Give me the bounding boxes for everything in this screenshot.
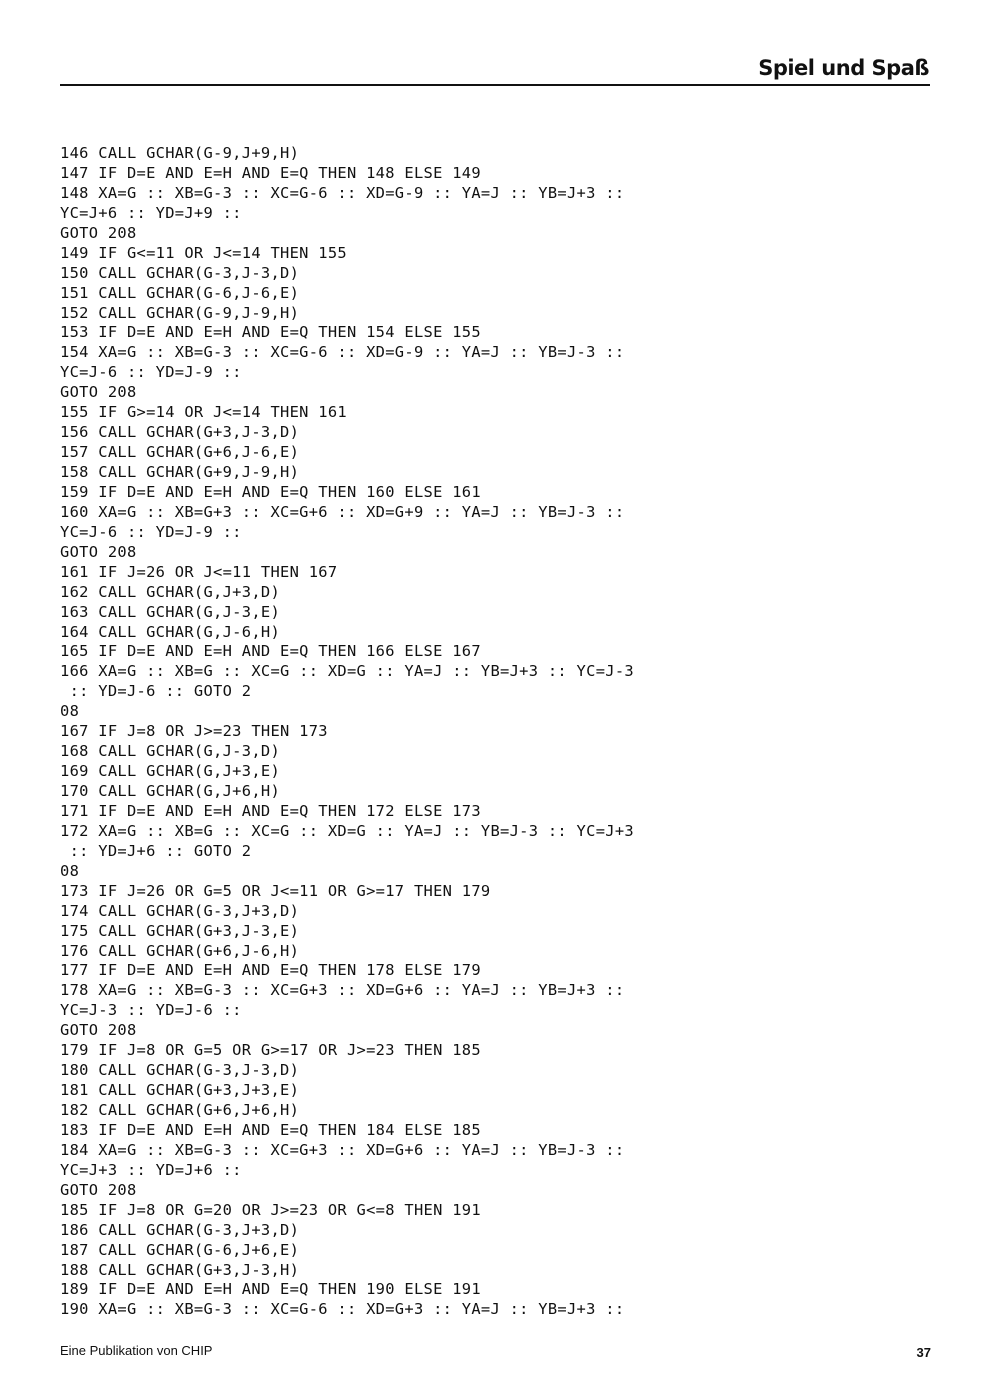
code-line: 152 CALL GCHAR(G-9,J-9,H) <box>60 303 300 322</box>
code-line: 165 IF D=E AND E=H AND E=Q THEN 166 ELSE 167 <box>60 642 481 661</box>
code-line: 154 XA=G :: XB=G-3 :: XC=G-6 :: XD=G-9 :: YA=J :: YB=J-3 :: <box>60 343 625 362</box>
code-line: YC=J-3 :: YD=J-6 :: <box>60 1001 242 1020</box>
code-line: 168 CALL GCHAR(G,J-3,D) <box>60 742 281 761</box>
page-number: 37 <box>916 1345 931 1360</box>
code-line: GOTO 208 <box>60 542 137 561</box>
code-line: 173 IF J=26 OR G=5 OR J<=11 OR G>=17 THEN 179 <box>60 881 491 900</box>
code-line: 171 IF D=E AND E=H AND E=Q THEN 172 ELSE 173 <box>60 801 481 820</box>
code-line: 08 <box>60 702 80 721</box>
code-line: GOTO 208 <box>60 223 137 242</box>
header-divider <box>60 84 930 86</box>
page-header-title: Spiel und Spaß <box>758 56 929 80</box>
code-line: :: YD=J+6 :: GOTO 2 <box>60 841 252 860</box>
code-line: 180 CALL GCHAR(G-3,J-3,D) <box>60 1061 300 1080</box>
code-line: 170 CALL GCHAR(G,J+6,H) <box>60 782 281 800</box>
code-line: 159 IF D=E AND E=H AND E=Q THEN 160 ELSE 161 <box>60 482 481 501</box>
code-line: 182 CALL GCHAR(G+6,J+6,H) <box>60 1101 300 1119</box>
code-line: 174 CALL GCHAR(G-3,J+3,D) <box>60 901 300 920</box>
code-line: 185 IF J=8 OR G=20 OR J>=23 OR G<=8 THEN 191 <box>60 1200 481 1219</box>
code-line: 163 CALL GCHAR(G,J-3,E) <box>60 602 281 621</box>
basic-program-listing <box>60 144 940 1320</box>
code-line: 146 CALL GCHAR(G-9,J+9,H) <box>60 144 300 162</box>
code-line: 183 IF D=E AND E=H AND E=Q THEN 184 ELSE 185 <box>60 1120 481 1139</box>
code-line: 184 XA=G :: XB=G-3 :: XC=G+3 :: XD=G+6 :: YA=J :: YB=J-3 :: <box>60 1140 625 1159</box>
code-line: 166 XA=G :: XB=G :: XC=G :: XD=G :: YA=J :: YB=J+3 :: YC=J-3 <box>60 662 634 681</box>
code-line: 149 IF G<=11 OR J<=14 THEN 155 <box>60 243 347 262</box>
code-line: YC=J-6 :: YD=J-9 :: <box>60 363 242 382</box>
code-line: 175 CALL GCHAR(G+3,J-3,E) <box>60 921 300 940</box>
code-line: 164 CALL GCHAR(G,J-6,H) <box>60 622 281 641</box>
code-line: 167 IF J=8 OR J>=23 THEN 173 <box>60 722 328 741</box>
code-line: 160 XA=G :: XB=G+3 :: XC=G+6 :: XD=G+9 :: YA=J :: YB=J-3 :: <box>60 502 625 521</box>
code-line: 157 CALL GCHAR(G+6,J-6,E) <box>60 443 300 462</box>
code-line: 178 XA=G :: XB=G-3 :: XC=G+3 :: XD=G+6 :: YA=J :: YB=J+3 :: <box>60 981 625 1000</box>
code-line: 156 CALL GCHAR(G+3,J-3,D) <box>60 423 300 442</box>
code-line: 153 IF D=E AND E=H AND E=Q THEN 154 ELSE 155 <box>60 323 481 342</box>
code-line: 186 CALL GCHAR(G-3,J+3,D) <box>60 1220 300 1239</box>
code-line: GOTO 208 <box>60 1180 137 1199</box>
code-line: 162 CALL GCHAR(G,J+3,D) <box>60 582 281 601</box>
code-line: 08 <box>60 861 80 880</box>
code-line: 151 CALL GCHAR(G-6,J-6,E) <box>60 283 300 302</box>
code-line: 148 XA=G :: XB=G-3 :: XC=G-6 :: XD=G-9 :: YA=J :: YB=J+3 :: <box>60 183 625 202</box>
code-line: 190 XA=G :: XB=G-3 :: XC=G-6 :: XD=G+3 :: YA=J :: YB=J+3 :: <box>60 1300 625 1319</box>
code-line: YC=J-6 :: YD=J-9 :: <box>60 522 242 541</box>
code-line: 147 IF D=E AND E=H AND E=Q THEN 148 ELSE 149 <box>60 163 481 182</box>
code-line: 150 CALL GCHAR(G-3,J-3,D) <box>60 263 300 282</box>
code-line: 188 CALL GCHAR(G+3,J-3,H) <box>60 1260 300 1279</box>
code-line: :: YD=J-6 :: GOTO 2 <box>60 682 252 701</box>
code-line: 177 IF D=E AND E=H AND E=Q THEN 178 ELSE 179 <box>60 961 481 980</box>
code-line: GOTO 208 <box>60 383 137 402</box>
code-line: 169 CALL GCHAR(G,J+3,E) <box>60 762 281 781</box>
code-line: GOTO 208 <box>60 1021 137 1040</box>
code-line: 181 CALL GCHAR(G+3,J+3,E) <box>60 1081 300 1100</box>
code-line: 189 IF D=E AND E=H AND E=Q THEN 190 ELSE 191 <box>60 1280 481 1299</box>
code-line: 161 IF J=26 OR J<=11 THEN 167 <box>60 562 338 581</box>
code-line: 172 XA=G :: XB=G :: XC=G :: XD=G :: YA=J :: YB=J-3 :: YC=J+3 <box>60 821 634 840</box>
code-line: YC=J+6 :: YD=J+9 :: <box>60 203 242 222</box>
code-line: 158 CALL GCHAR(G+9,J-9,H) <box>60 463 300 481</box>
footer-publication: Eine Publikation von CHIP <box>60 1343 213 1358</box>
code-line: YC=J+3 :: YD=J+6 :: <box>60 1160 242 1179</box>
code-line: 176 CALL GCHAR(G+6,J-6,H) <box>60 941 300 960</box>
code-line: 179 IF J=8 OR G=5 OR G>=17 OR J>=23 THEN 185 <box>60 1041 481 1060</box>
code-line: 155 IF G>=14 OR J<=14 THEN 161 <box>60 403 347 422</box>
code-line: 187 CALL GCHAR(G-6,J+6,E) <box>60 1240 300 1259</box>
